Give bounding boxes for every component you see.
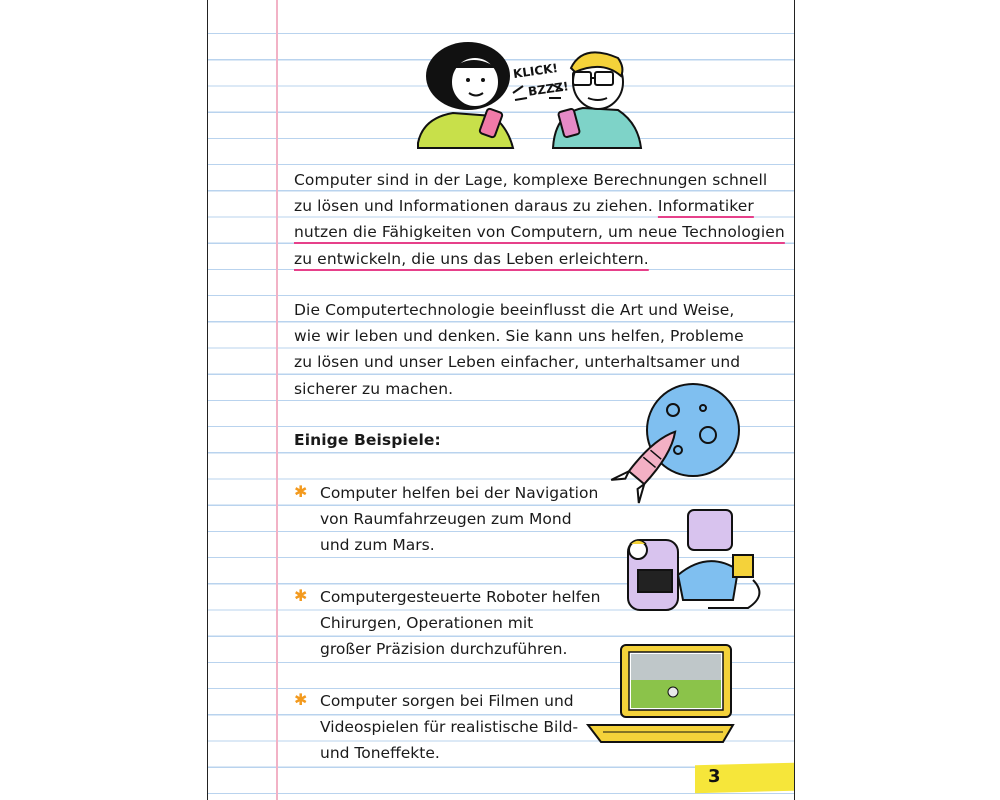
highlighted-text: nutzen die Fähigkeiten von Computern, um neue Technologien [294,223,785,242]
notebook-page [207,0,795,800]
examples-heading [294,427,441,453]
sound-effect-klick: KLICK! [512,60,559,82]
laptop-illustration [583,640,743,750]
bullet-text [320,688,578,767]
text-line: zu lösen und unser Leben einfacher, unterhaltsamer und [294,353,741,372]
text-line: Videospielen für realistische Bild- [320,718,579,737]
margin-line [276,0,278,800]
text-line: Computer sorgen bei Filmen und [320,692,574,710]
star-bullet-icon: ✱ [294,586,308,605]
surgical-robot-illustration [608,500,768,620]
text-line: Die Computertechnologie beeinflusst die Art und Weise, [294,301,735,319]
text-line [294,246,785,272]
text-line: sicherer zu machen. [294,379,454,398]
page-number: 3 [708,766,721,787]
sound-effect-bzzz: BZZZ! [527,79,570,99]
text-line [294,193,785,219]
text-line: Computergesteuerte Roboter helfen [320,588,601,606]
highlighted-text: zu entwickeln, die uns das Leben erleichtern. [294,249,649,268]
moon-rocket-illustration [603,380,763,510]
text-segment: zu lösen und Informationen daraus zu ziehen. [294,197,653,216]
text-line [294,219,785,245]
text-line: und zum Mars. [320,536,435,555]
bullet-text [320,584,600,663]
text-line: Computer sind in der Lage, komplexe Berechnungen schnell [294,171,768,189]
text-line: Chirurgen, Operationen mit [320,614,534,633]
star-bullet-icon: ✱ [294,482,308,501]
bullet-text [320,480,598,559]
intro-paragraph [294,167,785,272]
heading-text: Einige Beispiele: [294,431,441,449]
text-line: Computer helfen bei der Navigation [320,484,599,502]
highlighted-text: Informatiker [657,197,754,216]
text-line: großer Präzision durchzuführen. [320,640,568,659]
text-line: wie wir leben und denken. Sie kann uns helfen, Probleme [294,327,744,346]
text-line: und Toneffekte. [320,744,440,763]
text-line: von Raumfahrzeugen zum Mond [320,510,572,529]
star-bullet-icon: ✱ [294,690,308,709]
